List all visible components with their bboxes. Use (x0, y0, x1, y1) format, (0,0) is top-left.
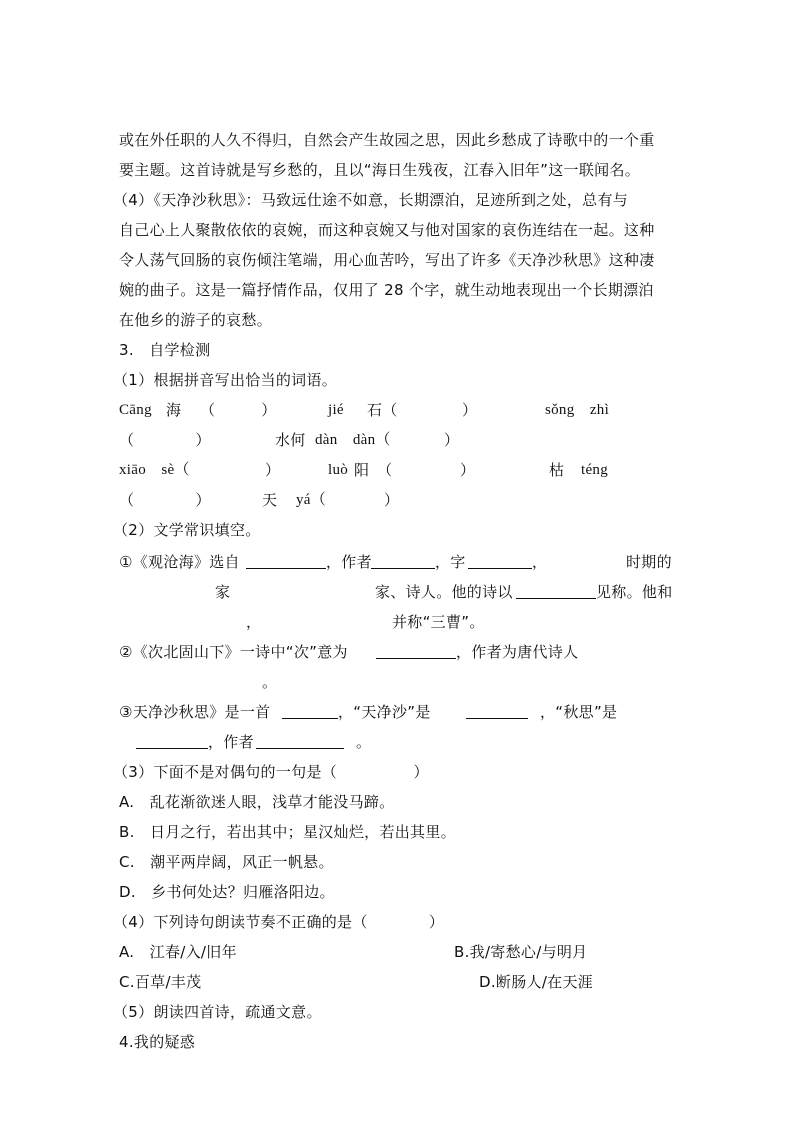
q2-item3-author-label: ，作者 (208, 733, 254, 751)
pinyin-jie: jié (328, 402, 344, 418)
intro-line-7: 在他乡的游子的哀愁。 (119, 311, 273, 329)
answer-blank-luoyang[interactable]: ） (460, 461, 476, 479)
q2-item1-known-for: 见称。他和 (596, 583, 673, 601)
char-tian: 天 (262, 491, 278, 509)
pinyin-ya: yá（ (296, 492, 327, 508)
fill-blank-author-3[interactable] (256, 732, 344, 749)
q4-option-c[interactable]: C.百草/丰茂 (119, 973, 202, 991)
intro-line-1: 或在外任职的人久不得归，自然会产生故园之思，因此乡愁成了诗歌中的一个重 (119, 131, 655, 149)
intro-line-3: （4）《天净沙秋思》：马致远仕途不如意，长期漂泊，足迹所到之处，总有与 (113, 191, 629, 209)
q3-option-d[interactable]: D. 乡书何处达？归雁洛阳边。 (119, 883, 335, 901)
answer-blank-tianya[interactable]: ） (384, 491, 400, 509)
q2-item2-prefix: ②《次北固山下》一诗中“次”意为 (119, 643, 348, 661)
q2-item1-sancao: 并称“三曹”。 (392, 613, 485, 631)
q2-item3-period: 。 (356, 733, 372, 751)
section-3-title: 3. 自学检测 (119, 341, 211, 359)
q2-item3-qiusi: ，“秋思”是 (540, 703, 618, 721)
q2-item3-prefix: ③天净沙秋思》是一首 (119, 703, 271, 721)
section-4-title: 4.我的疑惑 (119, 1033, 196, 1051)
q2-item2-period: 。 (262, 673, 278, 691)
fill-blank-courtesy-name[interactable] (468, 552, 532, 569)
fill-blank-style[interactable] (516, 582, 596, 599)
answer-blank-jieshi[interactable]: ） (462, 401, 478, 419)
pinyin-dandan: dàn dàn（ (315, 432, 391, 448)
q2-item1-era-label: 时期的 (626, 553, 672, 571)
intro-line-5: 令人荡气回肠的哀伤倾注笔端，用心血苦吟，写出了许多《天净沙秋思》这种凄 (119, 251, 655, 269)
intro-line-4: 自己心上人聚散依依的哀婉，而这种哀婉又与他对国家的哀伤连结在一起。这种 (119, 221, 655, 239)
q4-title: （4）下列诗句朗读节奏不正确的是（ ） (113, 913, 445, 931)
intro-line-2: 要主题。这首诗就是写乡愁的，且以“海日生残夜，江春入旧年”这一联闻名。 (119, 161, 641, 179)
char-shi: 石（ (367, 401, 398, 419)
q2-item1-zi-label: ，字 (435, 553, 466, 571)
q2-item1-author-label: ，作者 (326, 553, 372, 571)
char-shuihe: 水何 (275, 431, 306, 449)
q3-option-a[interactable]: A. 乱花渐欲迷人眼，浅草才能没马蹄。 (119, 793, 395, 811)
fill-blank-tianjingsha[interactable] (466, 702, 528, 719)
char-ku: 枯 (549, 461, 565, 479)
q2-item1-jia: 家 (215, 583, 231, 601)
q2-item1-comma2: ， (246, 613, 262, 631)
q3-option-c[interactable]: C. 潮平两岸阔，风正一帆悬。 (119, 853, 334, 871)
pinyin-luo: luò (328, 462, 349, 478)
q2-item2-author-label: ，作者为唐代诗人 (456, 643, 579, 661)
q5-title: （5）朗读四首诗，疏通文意。 (113, 1003, 322, 1021)
char-yang: 阳 （ (354, 461, 393, 479)
answer-blank-canghai[interactable]: （ ） (200, 401, 277, 419)
fill-blank-ci-meaning[interactable] (376, 642, 456, 659)
answer-blank-songzhi[interactable]: （ ） (119, 431, 211, 449)
q4-option-d[interactable]: D.断肠人/在天涯 (479, 973, 594, 991)
q3-title: （3）下面不是对偶句的一句是（ ） (113, 763, 429, 781)
intro-line-6: 婉的曲子。这是一篇抒情作品，仅用了 28 个字，就生动地表现出一个长期漂泊 (119, 281, 654, 299)
q2-item1-poet-label: 家、诗人。他的诗以 (375, 583, 513, 601)
q4-option-a[interactable]: A. 江春/入/旧年 (119, 943, 237, 961)
pinyin-cang: Cāng (119, 402, 152, 418)
q2-title: （2）文学常识填空。 (113, 521, 261, 539)
q2-item3-tianjingsha: ，“天净沙”是 (338, 703, 431, 721)
q2-item1-prefix: ①《观沧海》选自 (119, 553, 240, 571)
q4-option-b[interactable]: B.我/寄愁心/与明月 (454, 943, 588, 961)
answer-blank-xiaose[interactable]: ） (265, 461, 281, 479)
fill-blank-qiusi[interactable] (136, 732, 208, 749)
pinyin-xiaose: xiāo sè（ (119, 462, 190, 478)
fill-blank-genre[interactable] (282, 702, 338, 719)
q2-item1-comma: ， (532, 553, 548, 571)
pinyin-songzhi: sǒng zhì (545, 402, 610, 418)
pinyin-teng: téng (581, 462, 609, 478)
q3-option-b[interactable]: B. 日月之行，若出其中；星汉灿烂，若出其里。 (119, 823, 456, 841)
fill-blank-author[interactable] (371, 552, 435, 569)
q1-title: （1）根据拼音写出恰当的词语。 (113, 371, 338, 389)
fill-blank-source[interactable] (246, 552, 326, 569)
answer-blank-kuteng[interactable]: （ ） (119, 491, 211, 509)
answer-blank-dandan[interactable]: ） (444, 431, 460, 449)
char-hai: 海 (166, 401, 182, 419)
